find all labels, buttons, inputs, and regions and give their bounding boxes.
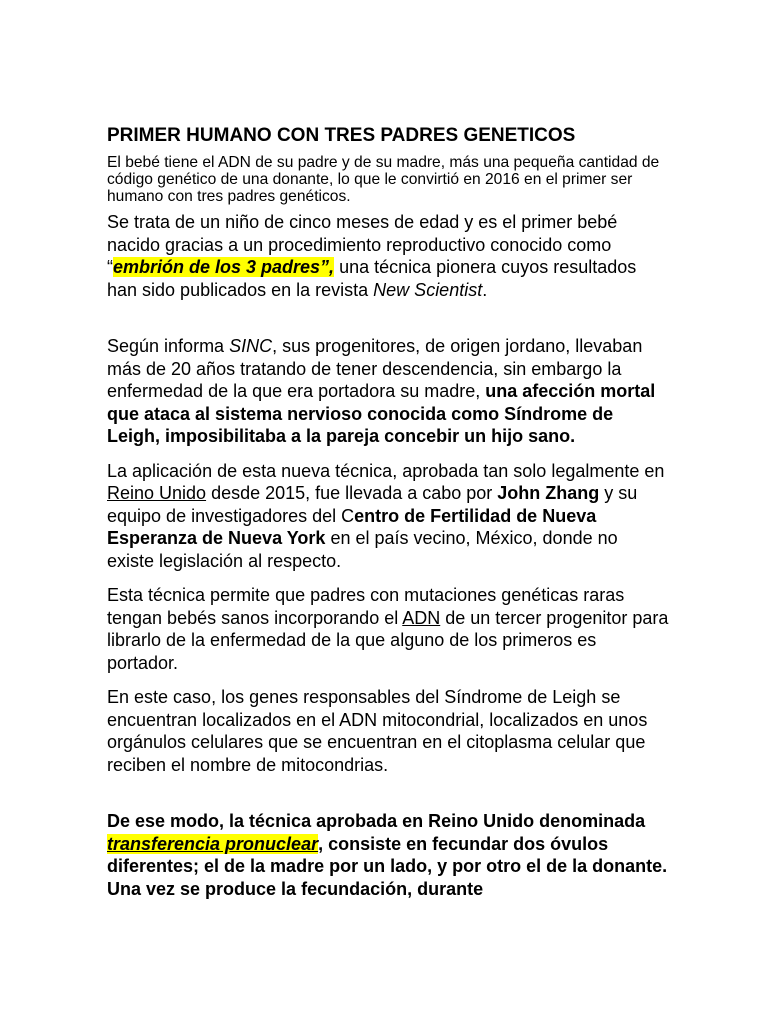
text-run: una técnica pionera cuyos resultados han sido publicados en la revista <box>107 257 637 300</box>
paragraph-method <box>107 810 669 900</box>
lead-paragraph: El bebé tiene el ADN de su padre y de su madre, más una pequeña cantidad de código genético de una donante, lo que le convirtió en 2016 en el primer ser humano con tres padres genéticos. <box>107 154 660 205</box>
text-run: , sus progenitores, de origen jordano, llevaban más de 20 años tratando de tener descendencia, sin embargo la enfermedad de la que era portadora su madre, <box>107 336 643 401</box>
highlighted-term: embrión de los 3 padres”, <box>113 257 335 277</box>
paragraph-technique <box>107 584 669 674</box>
text-run: Según informa <box>107 336 230 356</box>
paragraph-genes <box>107 686 669 776</box>
link-adn[interactable]: ADN <box>402 607 441 628</box>
text-run: desde 2015, fue llevada a cabo por <box>206 483 498 503</box>
text-run: y su equipo de investigadores del C <box>107 483 638 526</box>
highlighted-term: transferencia pronuclear <box>107 833 319 854</box>
paragraph-intro <box>107 211 669 301</box>
bold-institution: entro de Fertilidad de Nueva Esperanza de Nueva York <box>107 505 597 548</box>
text-run: La aplicación de esta nueva técnica, aprobada tan solo legalmente en <box>107 460 665 481</box>
text-run: En este caso, los genes responsables del Síndrome de Leigh se encuentran localizados en el ADN mitocondrial, localizados en unos orgánulos celulares que se encuentran en el citoplasma celular que reciben el nombre de mitocondrias. <box>107 687 648 775</box>
bold-statement: una afección mortal que ataca al sistema nervioso conocida como Síndrome de Leigh, imposibilitaba a la pareja concebir un hijo sano. <box>107 381 656 446</box>
text-run: Esta técnica permite que padres con mutaciones genéticas raras tengan bebés sanos incorporando el <box>107 585 625 628</box>
paragraph-sinc <box>107 335 669 448</box>
text-run: Se trata de un niño de cinco meses de edad y es el primer bebé nacido gracias a un procedimiento reproductivo conocido como “ <box>107 212 618 277</box>
document-title: PRIMER HUMANO CON TRES PADRES GENETICOS <box>107 125 576 146</box>
italic-source: SINC <box>229 336 273 356</box>
document-body <box>107 124 669 912</box>
text-run: . <box>482 279 488 300</box>
italic-source: New Scientist <box>373 279 483 300</box>
paragraph-application <box>107 460 669 573</box>
bold-name: John Zhang <box>497 483 600 503</box>
text-run: de un tercer progenitor para librarlo de la enfermedad de la que alguno de los primeros es portador. <box>107 607 669 673</box>
link-reino-unido[interactable]: Reino Unido <box>107 483 207 503</box>
text-run: en el país vecino, México, donde no existe legislación al respecto. <box>107 528 618 571</box>
text-run: De ese modo, la técnica aprobada en Reino Unido denominada <box>107 811 646 831</box>
text-run: , consiste en fecundar dos óvulos diferentes; el de la madre por un lado, y por otro el de la donante. Una vez se produce la fecundación, durante <box>107 833 668 899</box>
